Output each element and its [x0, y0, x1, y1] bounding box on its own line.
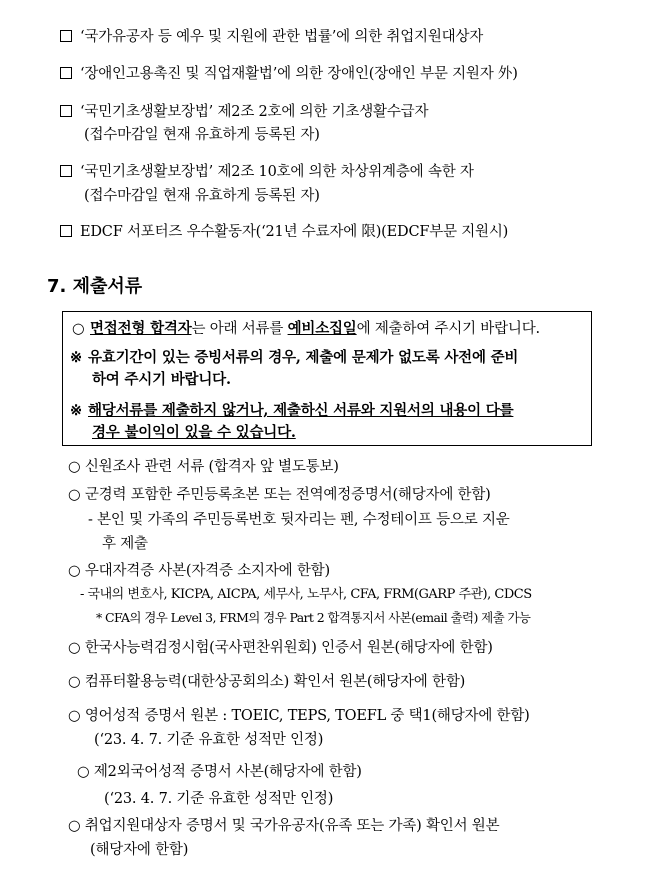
- checkbox-icon[interactable]: [60, 67, 72, 79]
- doc-item: ○ 우대자격증 사본(자격증 소지자에 한함): [68, 563, 330, 579]
- doc-subitem: (해당자에 한함): [90, 842, 189, 858]
- checkbox-icon[interactable]: [60, 165, 72, 177]
- doc-item: ○ 취업지원대상자 증명서 및 국가유공자(유족 또는 가족) 확인서 원본: [68, 818, 500, 834]
- doc-item: ○ 군경력 포함한 주민등록초본 또는 전역예정증명서(해당자에 한함): [68, 487, 491, 503]
- checkbox-label: ‘국가유공자 등 예우 및 지원에 관한 법률’에 의한 취업지원대상자: [80, 29, 484, 45]
- reference-mark-icon: ※: [70, 349, 82, 366]
- doc-item: ○ 제2외국어성적 증명서 사본(해당자에 한함): [77, 764, 362, 780]
- checkbox-icon[interactable]: [60, 105, 72, 117]
- reference-mark-icon: ※: [70, 402, 82, 419]
- checkbox-label: ‘국민기초생활보장법’ 제2조 10호에 의한 차상위계층에 속한 자: [80, 164, 474, 180]
- checkbox-row-near-poverty[interactable]: [60, 162, 474, 182]
- circle-bullet-icon: ○: [72, 321, 85, 337]
- doc-subitem: - 국내의 변호사, KICPA, AICPA, 세무사, 노무사, CFA, FRM(GARP 주관), CDCS: [80, 587, 532, 602]
- checkbox-row-basic-living[interactable]: [60, 102, 428, 122]
- doc-item: ○ 컴퓨터활용능력(대한상공회의소) 확인서 원본(해당자에 한함): [68, 674, 466, 690]
- checkbox-label: ‘국민기초생활보장법’ 제2조 2호에 의한 기초생활수급자: [80, 104, 429, 120]
- checkbox-icon[interactable]: [60, 30, 72, 42]
- checkbox-label: ‘장애인고용촉진 및 직업재활법’에 의한 장애인(장애인 부문 지원자 外): [80, 66, 518, 82]
- doc-item: ○ 신원조사 관련 서류 (합격자 앞 별도통보): [68, 459, 339, 475]
- notice-warning-cont: 하여 주시기 바랍니다.: [92, 371, 231, 388]
- doc-subitem: * CFA의 경우 Level 3, FRM의 경우 Part 2 합격통지서 사본(email 출력) 제출 가능: [96, 610, 531, 625]
- doc-item: ○ 영어성적 증명서 원본 : TOEIC, TEPS, TOEFL 중 택1(해당자에 한함): [68, 708, 530, 724]
- checkbox-icon[interactable]: [60, 225, 72, 237]
- checkbox-label: EDCF 서포터즈 우수활동자(‘21년 수료자에 限)(EDCF부문 지원시): [80, 224, 509, 240]
- notice-warning: ※ 유효기간이 있는 증빙서류의 경우, 제출에 문제가 없도록 사전에 준비: [70, 349, 519, 366]
- doc-subitem: 후 제출: [102, 536, 148, 552]
- notice-warning: ※ 해당서류를 제출하지 않거나, 제출하신 서류와 지원서의 내용이 다를: [70, 402, 514, 419]
- doc-subitem: - 본인 및 가족의 주민등록번호 뒷자리는 펜, 수정테이프 등으로 지운: [88, 512, 510, 528]
- checkbox-row-veterans[interactable]: [60, 27, 483, 47]
- checkbox-note: (접수마감일 현재 유효하게 등록된 자): [84, 188, 320, 204]
- checkbox-row-disabled[interactable]: [60, 64, 518, 84]
- checkbox-row-edcf[interactable]: [60, 222, 508, 242]
- notice-line: ○ 면접전형 합격자는 아래 서류를 예비소집일에 제출하여 주시기 바랍니다.: [72, 320, 540, 337]
- checkbox-note: (접수마감일 현재 유효하게 등록된 자): [84, 127, 320, 143]
- doc-subitem: (‘23. 4. 7. 기준 유효한 성적만 인정): [94, 732, 324, 748]
- section-title: 7. 제출서류: [47, 276, 143, 297]
- doc-subitem: (‘23. 4. 7. 기준 유효한 성적만 인정): [104, 791, 334, 807]
- notice-warning-cont: 경우 불이익이 있을 수 있습니다.: [92, 424, 296, 441]
- doc-item: ○ 한국사능력검정시험(국사편찬위원회) 인증서 원본(해당자에 한함): [68, 640, 493, 656]
